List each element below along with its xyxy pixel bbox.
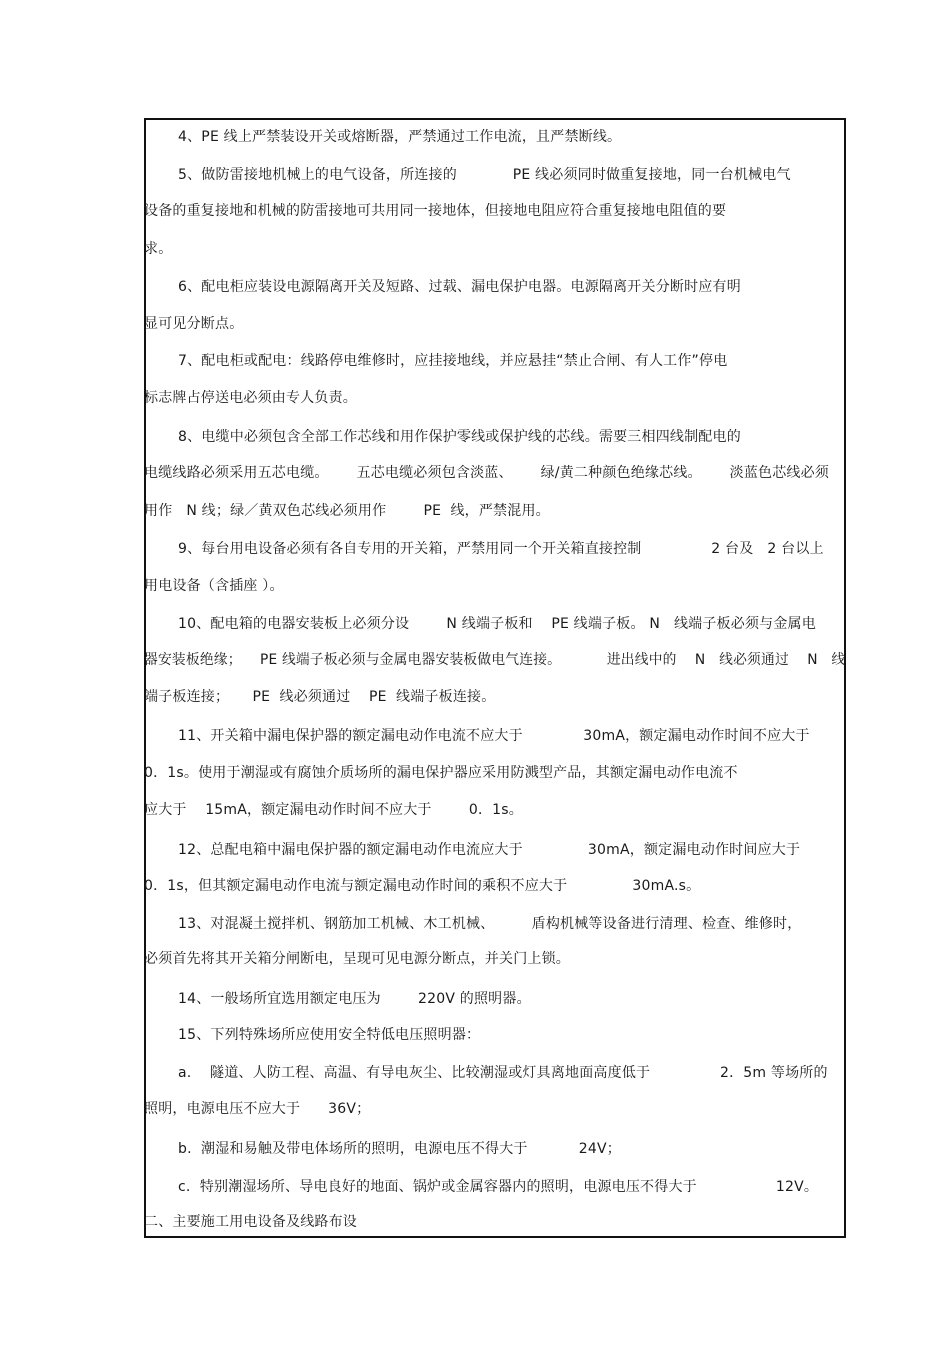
text-line: c. 特别潮湿场所、导电良好的地面、锅炉或金属容器内的照明，电源电压不得大于 12V。 [178,1179,819,1195]
text-line: 4、PE 线上严禁装设开关或熔断器，严禁通过工作电流，且严禁断线。 [178,129,622,145]
text-line: a. 隧道、人防工程、高温、有导电灰尘、比较潮湿或灯具离地面高度低于 2．5m 等场所的 [178,1065,828,1081]
text-line: b. 潮湿和易触及带电体场所的照明，电源电压不得大于 24V； [178,1141,621,1157]
text-line: 10、配电箱的电器安装板上必须分设 N 线端子板和 PE 线端子板。 N 线端子板必须与金属电 [178,616,816,632]
text-line: 显可见分断点。 [144,316,244,332]
text-line: 照明，电源电压不应大于 36V； [144,1101,371,1117]
text-line: 器安装板绝缘； PE 线端子板必须与金属电器安装板做电气连接。 进出线中的 N 线必须通过 N 线 [144,652,846,668]
text-line: 标志牌占停送电必须由专人负责。 [144,390,357,406]
text-line: 12、总配电箱中漏电保护器的额定漏电动作电流应大于 30mA，额定漏电动作时间应大于 [178,842,801,858]
text-line: 0．1s。使用于潮湿或有腐蚀介质场所的漏电保护器应采用防溅型产品，其额定漏电动作电流不 [144,765,738,781]
text-line: 应大于 15mA，额定漏电动作时间不应大于 0．1s。 [144,802,523,818]
text-line: 15、下列特殊场所应使用安全特低电压照明器： [178,1027,481,1043]
text-line: 6、配电柜应装设电源隔离开关及短路、过载、漏电保护电器。电源隔离开关分断时应有明 [178,279,741,295]
text-line: 用电设备（含插座 ）。 [144,578,284,594]
text-line: 7、配电柜或配电：线路停电维修时，应挂接地线，并应悬挂“禁止合闸、有人工作”停电 [178,353,728,369]
text-line: 0．1s，但其额定漏电动作电流与额定漏电动作时间的乘积不应大于 30mA.s。 [144,878,701,894]
text-line: 端子板连接； PE 线必须通过 PE 线端子板连接。 [144,689,496,705]
text-line: 用作 N 线；绿／黄双色芯线必须用作 PE 线，严禁混用。 [144,503,550,519]
text-line: 8、电缆中必须包含全部工作芯线和用作保护零线或保护线的芯线。需要三相四线制配电的 [178,429,741,445]
text-line: 设备的重复接地和机械的防雷接地可共用同一接地体，但接地电阻应符合重复接地电阻值的要 [144,203,727,219]
text-line: 9、每台用电设备必须有各自专用的开关箱，严禁用同一个开关箱直接控制 2 台及 2 台以上 [178,541,824,557]
text-line: 5、做防雷接地机械上的电气设备，所连接的 PE 线必须同时做重复接地，同一台机械电气 [178,167,791,183]
text-line: 11、开关箱中漏电保护器的额定漏电动作电流不应大于 30mA，额定漏电动作时间不应大于 [178,728,810,744]
text-line: 13、对混凝土搅拌机、钢筋加工机械、木工机械、 盾构机械等设备进行清理、检查、维修时， [178,916,802,932]
section-heading: 二、主要施工用电设备及线路布设 [144,1214,357,1230]
text-line: 电缆线路必须采用五芯电缆。 五芯电缆必须包含淡蓝、 绿/黄二种颜色绝缘芯线。 淡蓝色芯线必须 [144,465,830,481]
text-line: 14、一般场所宜选用额定电压为 220V 的照明器。 [178,991,531,1007]
text-line: 必须首先将其开关箱分闸断电，呈现可见电源分断点，并关门上锁。 [144,951,570,967]
text-line: 求。 [144,241,173,257]
